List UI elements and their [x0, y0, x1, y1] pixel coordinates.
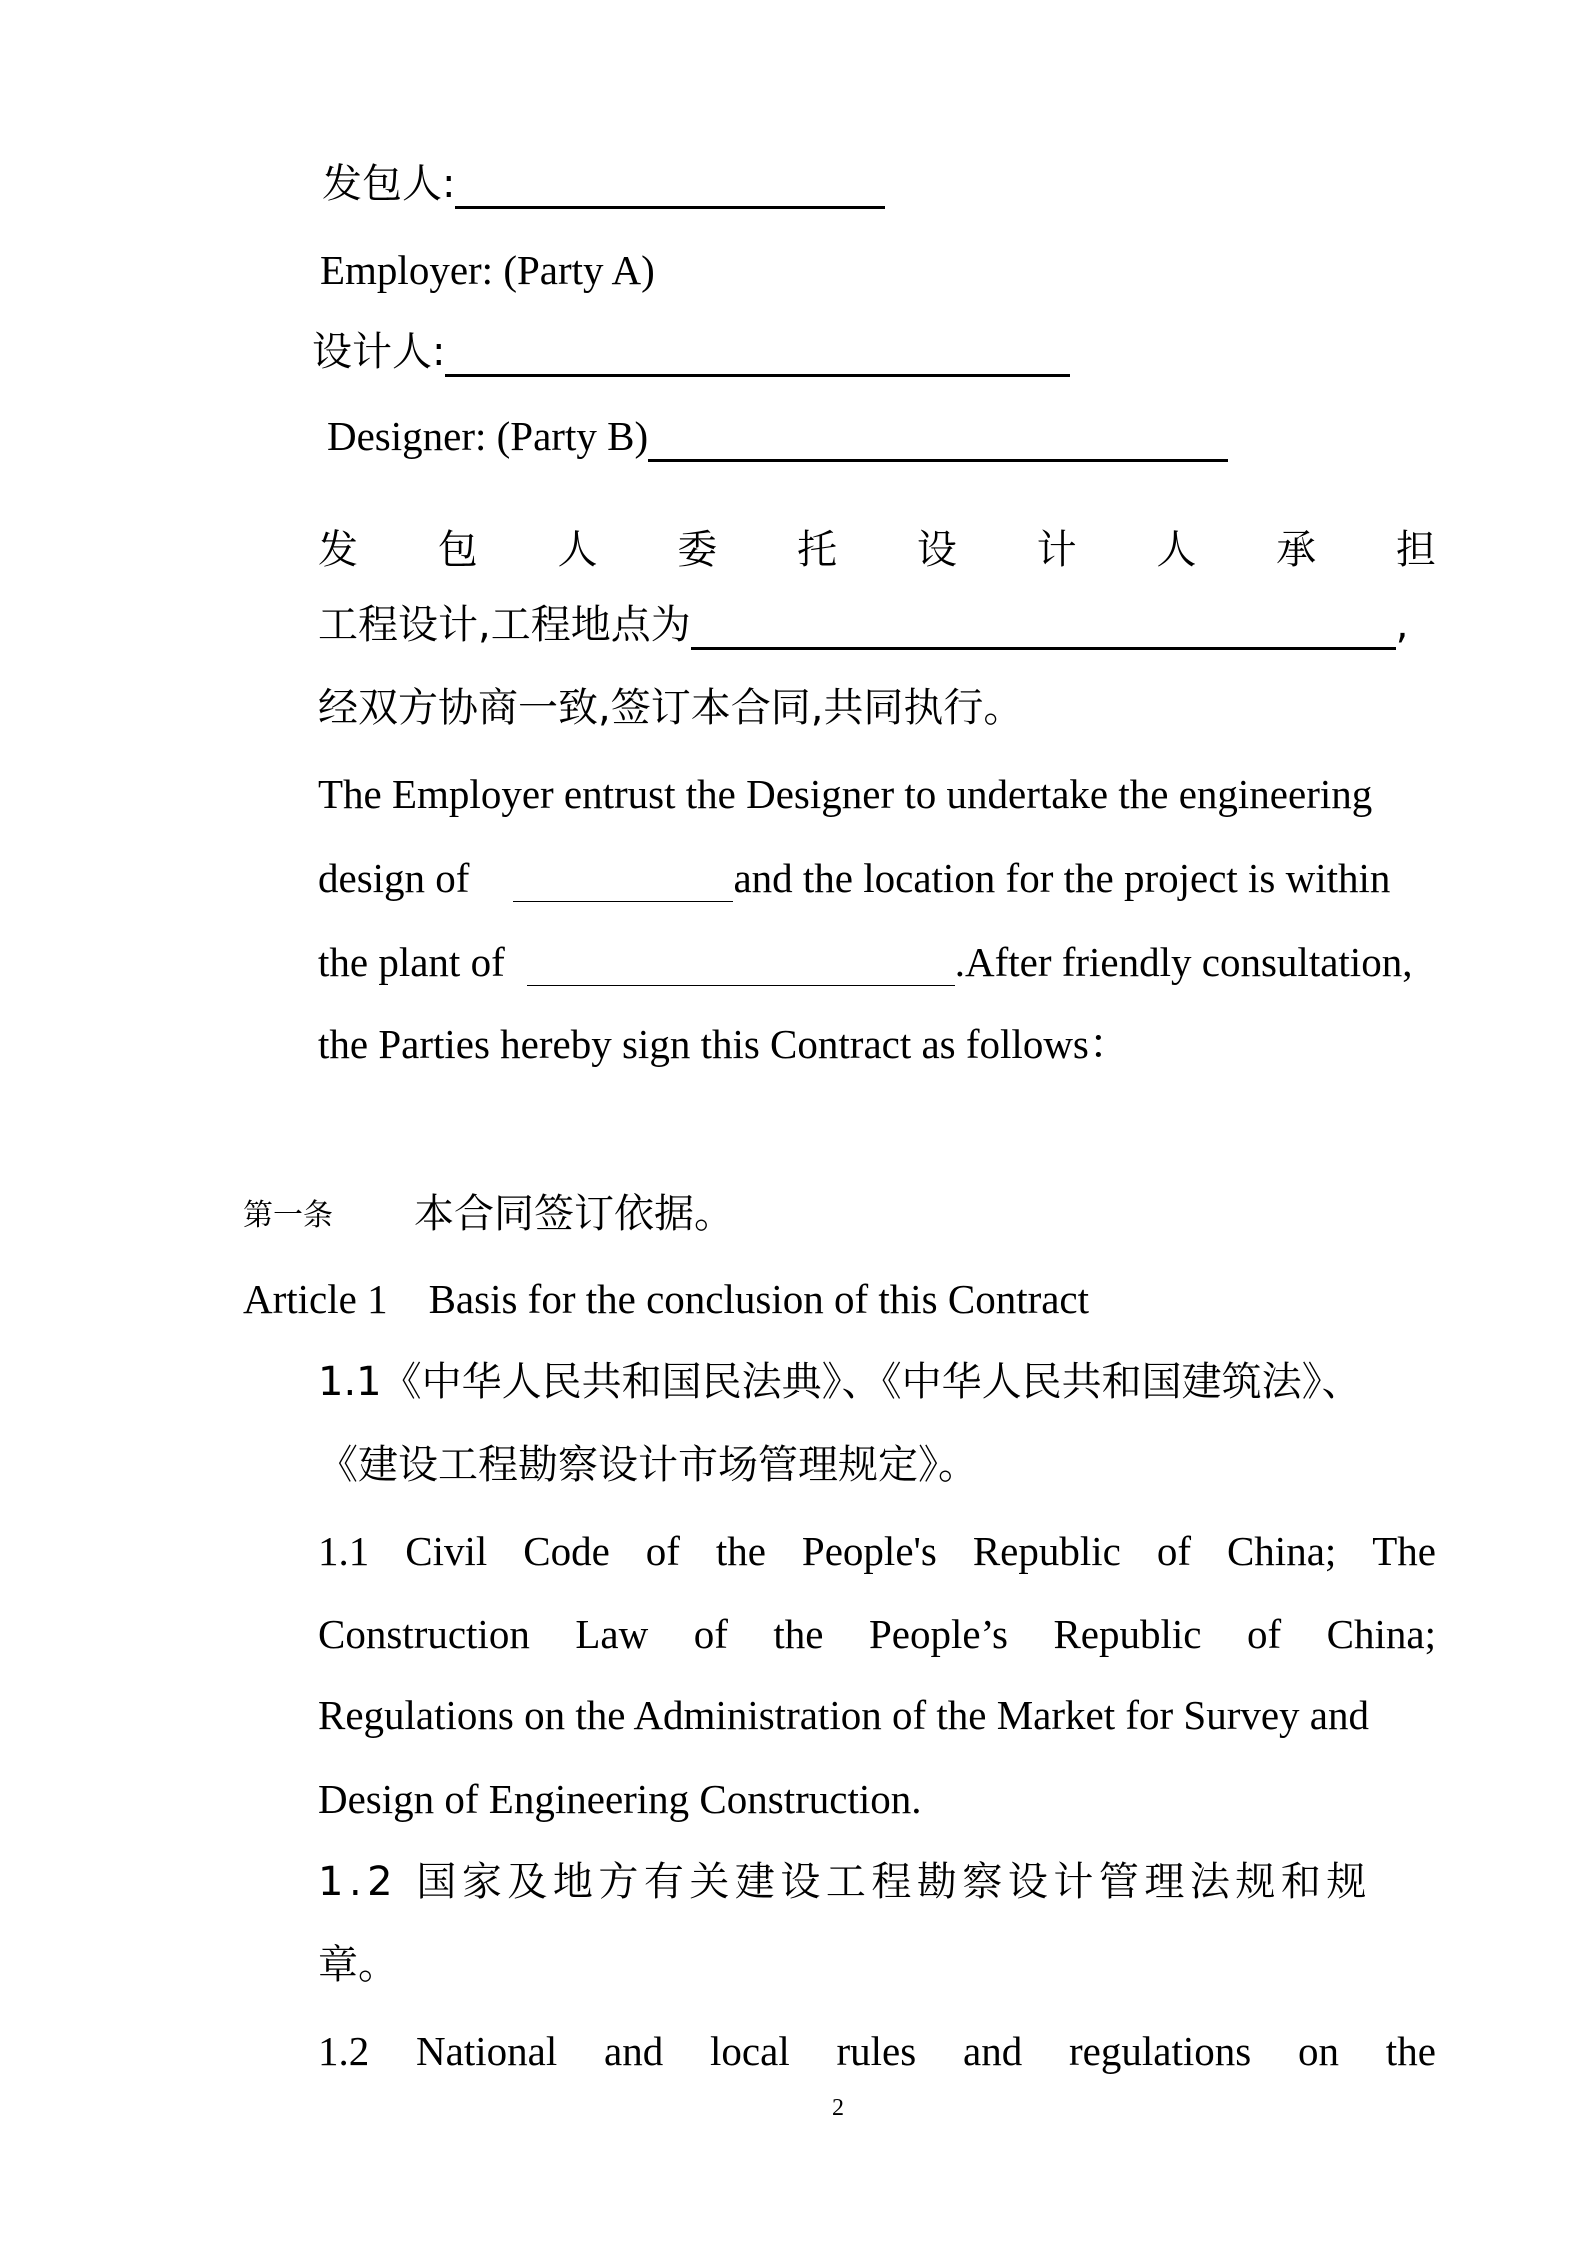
intro-en-line2-b: and the location for the project is within [733, 855, 1391, 901]
article1-en-title: Article 1 Basis for the conclusion of this Contract [243, 1276, 1090, 1322]
intro-cn-line2 [318, 603, 1408, 650]
word: of [693, 1611, 728, 1657]
intro-cn-line2-text: 工程设计,工程地点为 [318, 602, 691, 648]
employer-blank [455, 162, 885, 209]
item1-en-line1 [318, 1527, 1436, 1575]
word: of [645, 1528, 680, 1574]
design-of-blank [513, 856, 733, 902]
word: of [1156, 1528, 1191, 1574]
intro-cn-char: 包 [437, 527, 478, 573]
designer-en-blank [648, 414, 1228, 462]
intro-en-line3 [318, 940, 1412, 986]
designer-cn-label: 设计人: [312, 329, 446, 375]
intro-cn-line2-comma: , [1395, 602, 1409, 648]
item2-en-line1 [318, 2027, 1436, 2075]
intro-cn-char: 发 [318, 527, 358, 573]
intro-en-line2 [318, 856, 1390, 902]
designer-en-label: Designer: (Party B) [327, 413, 649, 459]
project-location-blank [691, 603, 1396, 650]
intro-cn-char: 人 [1156, 527, 1197, 573]
intro-cn-char: 委 [677, 527, 718, 573]
word: and [963, 2028, 1023, 2074]
intro-en-line3-b: .After friendly consultation, [954, 939, 1413, 985]
intro-en-line2-a: design of [318, 855, 470, 901]
item2-cn-line1: 1.2 国家及地方有关建设工程勘察设计管理法规和规 [318, 1859, 1372, 1905]
word: The [1372, 1528, 1436, 1574]
word: People’s [869, 1611, 1008, 1657]
intro-cn-line3: 经双方协商一致,签订本合同,共同执行。 [318, 685, 1024, 731]
word: Civil [405, 1528, 488, 1574]
word: Republic [972, 1528, 1121, 1574]
word: rules [836, 2028, 917, 2074]
intro-en-line3-a: the plant of [318, 939, 505, 985]
employer-en-label: Employer: (Party A) [320, 247, 655, 293]
word: the [1385, 2028, 1436, 2074]
item1-en-line2 [318, 1610, 1436, 1658]
item1-cn-line1: 1.1《中华人民共和国民法典》、《中华人民共和国建筑法》、 [318, 1359, 1362, 1405]
plant-of-blank [527, 940, 955, 986]
word: the [715, 1528, 766, 1574]
intro-cn-char: 人 [557, 527, 598, 573]
intro-cn-char: 承 [1276, 527, 1317, 573]
item1-en-line4: Design of Engineering Construction. [318, 1776, 922, 1822]
designer-blank [445, 330, 1070, 377]
word: 1.2 [318, 2028, 370, 2074]
word: Construction [318, 1611, 530, 1657]
employer-cn-label: 发包人: [322, 161, 456, 207]
word: China; [1226, 1528, 1337, 1574]
word: regulations [1069, 2028, 1252, 2074]
employer-label-row [322, 162, 885, 209]
word: local [710, 2028, 790, 2074]
intro-cn-char: 设 [916, 527, 957, 573]
intro-en-line1: The Employer entrust the Designer to undertake the engineering [318, 771, 1373, 817]
word: on [1298, 2028, 1339, 2074]
word: the [773, 1611, 824, 1657]
word: Code [523, 1528, 610, 1574]
designer-en-row [327, 414, 1228, 462]
article1-cn-number: 第一条 [243, 1198, 333, 1233]
designer-label-row [312, 330, 1070, 377]
intro-cn-line1 [318, 518, 1436, 575]
intro-cn-char: 计 [1036, 527, 1077, 573]
intro-en-line4: the Parties hereby sign this Contract as follows： [318, 1021, 1130, 1067]
word: China; [1326, 1611, 1436, 1657]
word: National [416, 2028, 558, 2074]
word: Republic [1053, 1611, 1202, 1657]
intro-cn-char: 担 [1395, 527, 1436, 573]
word: 1.1 [318, 1528, 370, 1574]
word: People's [801, 1528, 937, 1574]
item1-en-line3: Regulations on the Administration of the Market for Survey and [318, 1692, 1370, 1738]
word: of [1247, 1611, 1282, 1657]
word: and [604, 2028, 664, 2074]
article1-cn-title: 本合同签订依据。 [414, 1191, 734, 1237]
item2-cn-line2: 章。 [318, 1942, 398, 1988]
page-number: 2 [832, 2095, 844, 2121]
intro-cn-char: 托 [797, 527, 838, 573]
item1-cn-line2: 《建设工程勘察设计市场管理规定》。 [318, 1442, 978, 1488]
word: Law [575, 1611, 649, 1657]
